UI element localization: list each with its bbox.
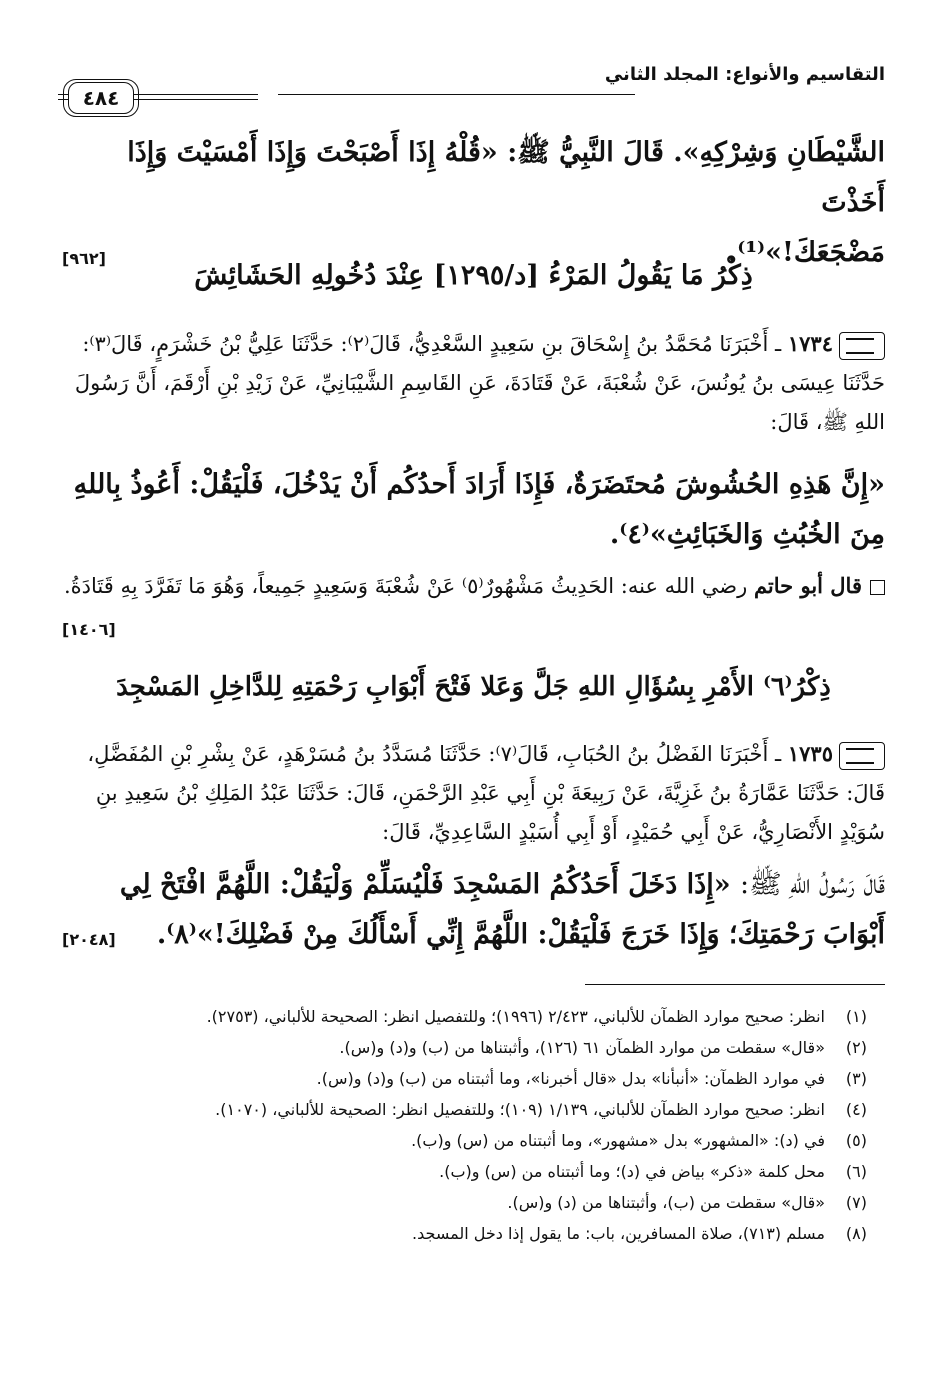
hadith-number: ١٧٣٤ [787,331,833,356]
hadith-marker-icon [839,332,885,360]
running-title: التقاسيم والأنواع: المجلد الثاني [604,64,885,85]
footnotes [62,1002,867,1250]
footnote: (٣) في موارد الظمآن: «أنبأنا» بدل «قال أخبرنا»، وما أثبتناه من (ب) و(د) و(س). [316,1069,867,1088]
intro-line-1: الشَّيْطَانِ وَشِرْكِهِ». قَالَ النَّبِيُّ ﷺ: «قُلْهُ إِذَا أَصْبَحْتَ وَإِذَا أَمْسَيْتَ وَإِذَا أَخَذْتَ [127,137,885,218]
matn-lead: قَالَ رَسُولُ اللهِ ﷺ: [739,869,885,900]
hadith-matn: «إِنَّ هَذِهِ الحُشُوشَ مُحتَضَرَةٌ، فَإِذَا أَرَادَ أَحدُكُم أَنْ يَدْخُلَ، فَلْيَقُلْ: أَعُوذُ بِاللهِ مِنَ الخُبُثِ وَالخَبَائِثِ»⁽٤⁾. [73,469,885,550]
comment-text: رضي الله عنه: الحَدِيثُ مَشْهُورٌ⁽٥⁾ عَنْ شُعْبَةَ وَسَعِيدٍ جَمِيعاً، وَهُوَ مَا تَفَرَّدَ بِهِ قَتَادَةُ. [63,574,748,598]
footnote: (٢) «قال» سقطت من موارد الظمآن ٦١ (١٢٦)، وأثبتناها من (ب) و(د) و(س). [339,1038,867,1057]
header-rule [278,94,635,95]
intro-line-2: مَضْجَعَكَ!»⁽¹⁾. [727,237,885,268]
hadith-reference: [١٤٠٦] [62,620,116,639]
isnad-text: ـ أَخْبَرَنَا مُحَمَّدُ بنُ إِسْحَاقَ بنِ سَعِيدٍ السَّعْدِيُّ، قَالَ⁽٢⁾: حَدَّثَنَا عَلِيُّ بْنُ خَشْرَمٍ، قَالَ⁽٣⁾: حَدَّثَنَا عِيسَى بنُ يُونُسَ، عَنْ شُعْبَةَ، عَنْ قَتَادَةَ، عَنِ القَاسِمِ الشَّيْبَانِيِّ، عَنْ زَيْدِ بْنِ أَرْقَمَ، أَنَّ رَسُولَ اللهِ ﷺ، قَالَ: [74,332,885,434]
footnote-separator [585,984,885,985]
footnote: (٧) «قال» سقطت من (ب)، وأثبتناها من (د) و(س). [507,1193,867,1212]
intro-text [62,128,885,278]
footnote: (٥) في (د): «المشهور» بدل «مشهور»، وما أثبتناه من (س) و(ب). [411,1131,867,1150]
hadith-reference: [٢٠٤٨] [62,930,116,949]
page-number-frame [58,82,258,116]
footnote: (٤) انظر: صحيح موارد الظمآن للألباني، ١/١٣٩ (١٠٩)؛ وللتفصيل انظر: الصحيحة للألباني، (١٠٧٠). [215,1100,867,1119]
comment-label: قال أبو حاتم [753,573,862,598]
hadith-matn [62,860,885,960]
square-bullet-icon [870,580,885,595]
hadith-reference: [٩٦٢] [62,249,106,268]
footnote: (٦) محل كلمة «ذكر» بياض في (د)؛ وما أثبتناه من (س) و(ب). [439,1162,867,1181]
hadith-isnad [62,734,885,852]
matn-text: «إِذَا دَخَلَ أَحَدُكُمُ المَسْجِدَ فَلْيُسَلِّمْ وَلْيَقُلْ: اللَّهُمَّ افْتَحْ لِي أَبْوَابَ رَحْمَتِكَ؛ وَإِذَا خَرَجَ فَلْيَقُلْ: اللَّهُمَّ إِنِّي أَسْأَلُكَ مِنْ فَضْلِكَ!»⁽٨⁾. [119,869,885,950]
section-title: ذِكْرُ⁽٦⁾ الأَمْرِ بِسُؤَالِ اللهِ جَلَّ وَعَلا فَتْحَ أَبْوَابِ رَحْمَتِهِ لِلدَّاخِلِ المَسْجِدَ [116,672,831,702]
section-title: ذِكْرُ مَا يَقُولُ المَرْءُ [د/١٢٩٥] عِنْدَ دُخُولِهِ الحَشَائِشَ [194,260,753,291]
hadith-isnad [62,324,885,442]
editor-comment [62,566,885,606]
footnote: (١) انظر: صحيح موارد الظمآن للألباني، ٢/٤٢٣ (١٩٩٦)؛ وللتفصيل انظر: الصحيحة للألباني، (٢٧٥٣). [206,1007,867,1026]
hadith-marker-icon [839,742,885,770]
page-number: ٤٨٤ [68,82,134,114]
hadith-number: ١٧٣٥ [787,741,833,766]
footnote: (٨) مسلم (٧١٣)، صلاة المسافرين، باب: ما يقول إذا دخل المسجد. [412,1224,867,1243]
page-header [58,60,885,118]
isnad-text: ـ أَخْبَرَنَا الفَضْلُ بنُ الحُبَابِ، قَالَ⁽٧⁾: حَدَّثَنَا مُسَدَّدُ بنُ مُسَرْهَدٍ، عَنْ بِشْرِ بْنِ المُفَضَّلِ، قَالَ: حَدَّثَنَا عَمَّارَةُ بنُ غَزِيَّةَ، عَنْ رَبِيعَةَ بْنِ أَبِي عَبْدِ الرَّحْمَنِ، قَالَ: حَدَّثَنَا عَبْدُ المَلِكِ بْنُ سَعِيدِ بنِ سُوَيْدٍ الأَنْصَارِيُّ، عَنْ أَبِي حُمَيْدٍ، أَوْ أَبِي أُسَيْدٍ السَّاعِدِيِّ، قَالَ: [87,742,885,844]
